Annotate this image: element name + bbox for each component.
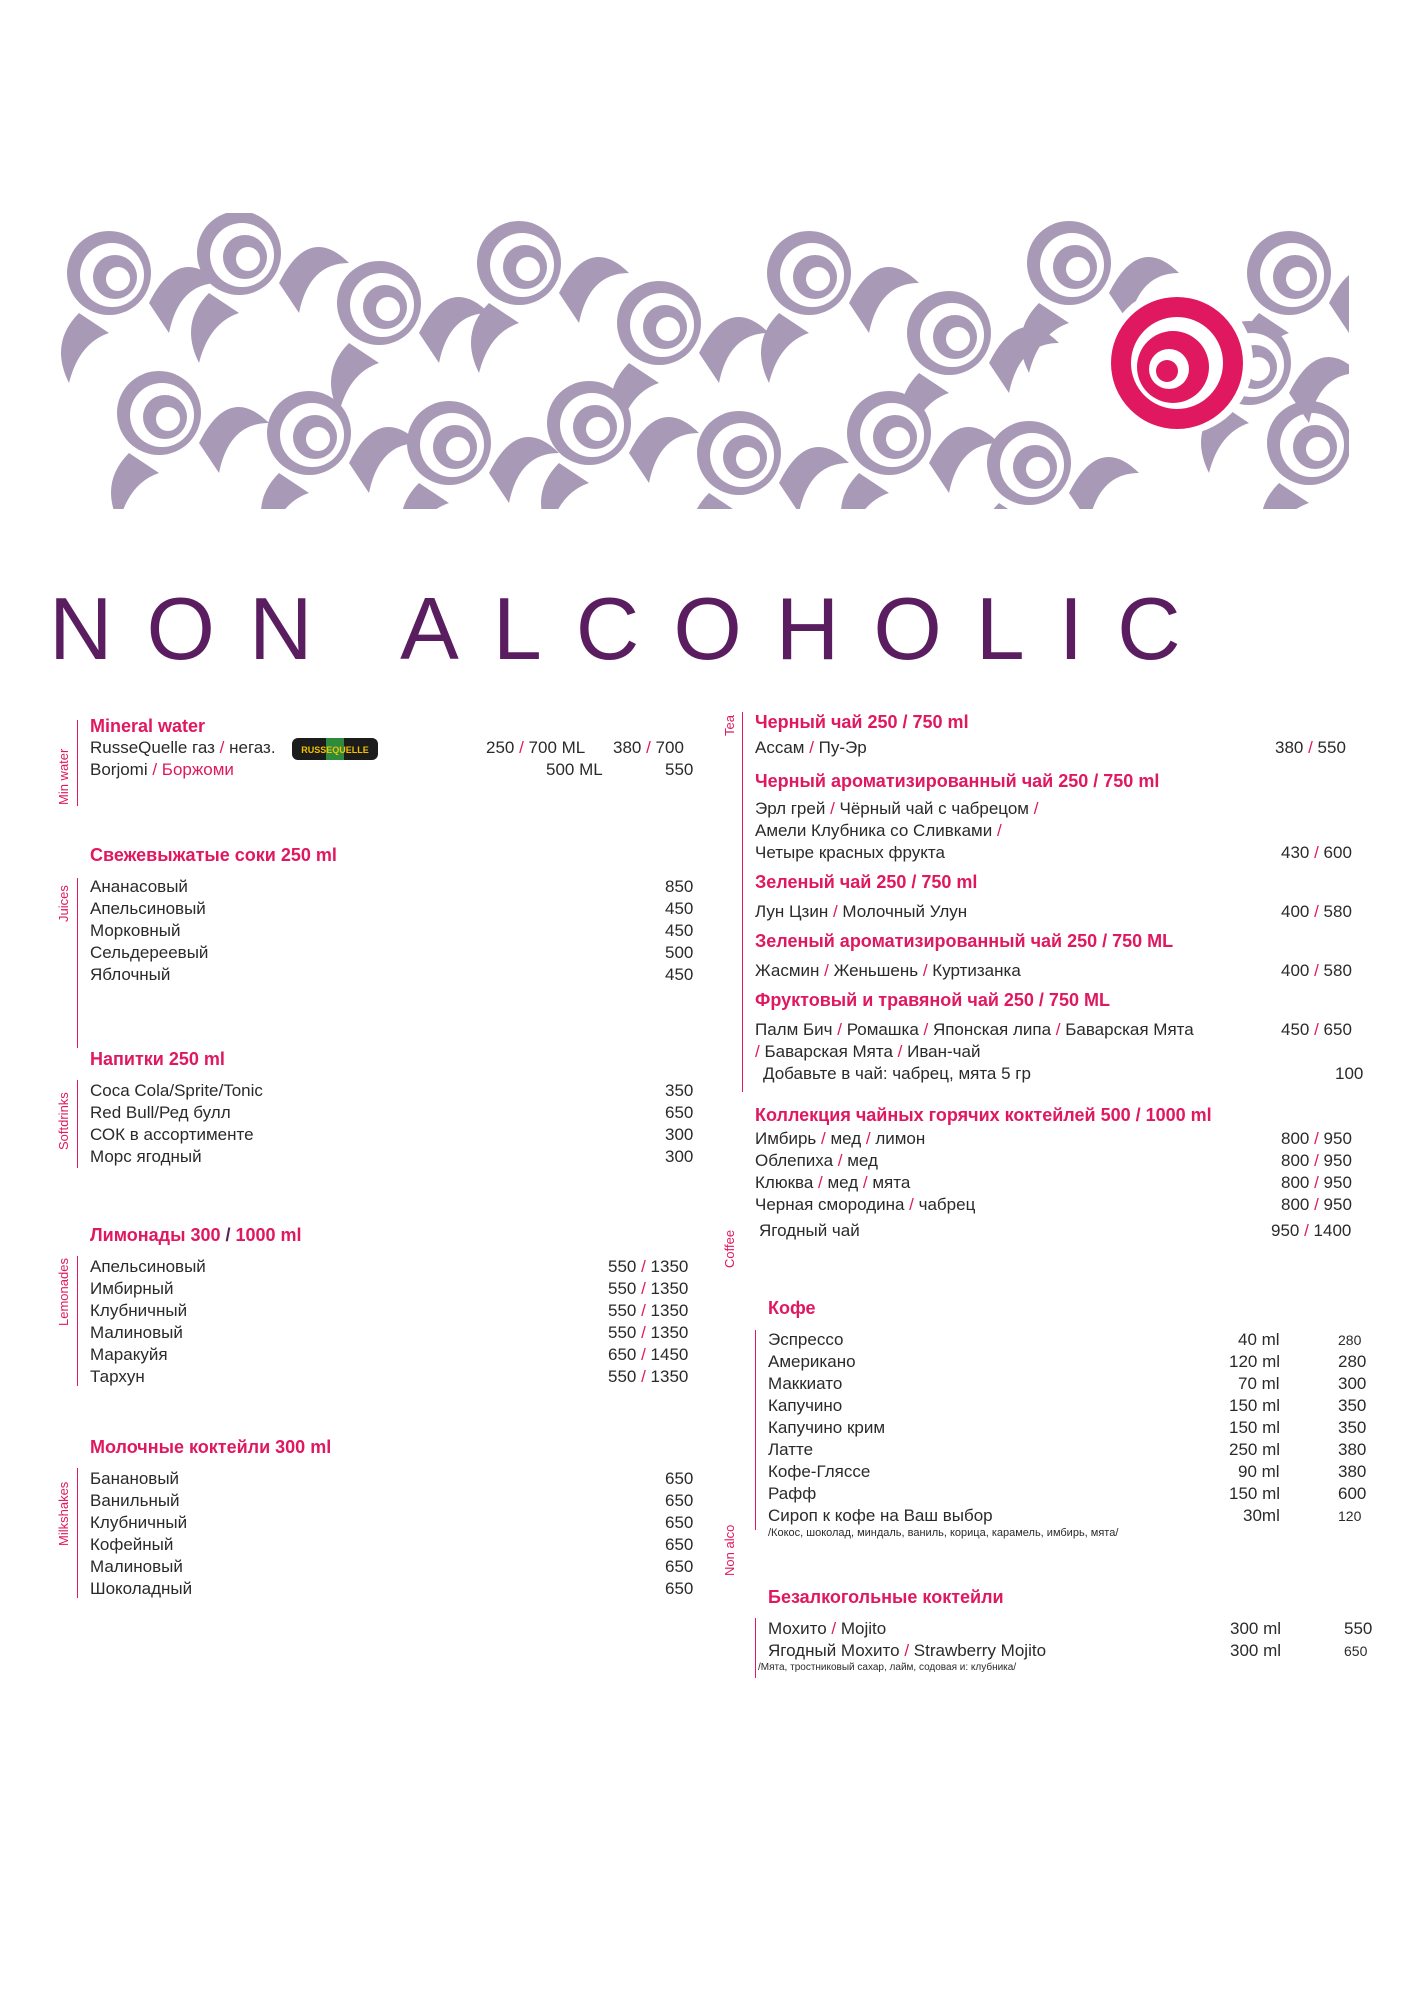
price-small: 550 [608,1257,637,1276]
menu-row [768,1483,1368,1505]
price-separator: / [636,1345,651,1364]
item-name: Латте [768,1440,814,1459]
price-large: 1400 [1313,1221,1352,1240]
item-name: Сельдереевый [90,943,209,962]
divider-milkshakes [77,1468,78,1598]
menu-row [755,1194,1355,1216]
item-price: 550 [1344,1619,1373,1638]
menu-row [90,1278,700,1300]
section-coffee [768,1298,1368,1539]
item-name: Клубничный [90,1301,188,1320]
item-volume: 40 ml [1238,1330,1280,1349]
item-price: 380 [1338,1440,1367,1459]
price-large: 1450 [650,1345,689,1364]
item-part: Ягодный чай [759,1221,860,1240]
price-large: 1350 [650,1257,689,1276]
price-separator: / [1299,1221,1314,1240]
item-price [1281,1128,1352,1150]
item-name: Coca Cola/Sprite/Tonic [90,1081,263,1100]
divider-lemonades [77,1256,78,1386]
item-price [608,1278,688,1300]
side-label-min-water: Min water [56,748,71,805]
item-volume: 90 ml [1238,1462,1280,1481]
section-cocktails [758,1587,1373,1673]
menu-row [768,1329,1368,1351]
price-separator: / [1309,1129,1324,1148]
section-title: Лимонады 300 / 1000 ml [90,1225,302,1245]
item-name [755,1150,878,1172]
price-large: 1350 [650,1279,689,1298]
item-part: мята [872,1173,911,1192]
menu-row [90,1366,700,1388]
item-name-ru: Ягодный Мохито [768,1641,900,1660]
section-title: Зеленый чай 250 / 750 ml [755,872,978,892]
menu-row: Палм Бич / Ромашка / Японская липа / Баварская Мята 450 / 650 [755,1020,1352,1039]
menu-row [90,1344,700,1366]
item-name: Яблочный [90,965,171,984]
item-price: 380 [1338,1462,1367,1481]
section-title: Безалкогольные коктейли [768,1587,1004,1607]
menu-row [90,1300,700,1322]
item-name [759,1220,860,1242]
menu-row [768,1505,1368,1527]
separator: / [826,1619,841,1638]
menu-row [90,898,700,920]
menu-row [755,1150,1355,1172]
item-price: 650 [665,1557,694,1576]
item-name: Морковный [90,921,181,940]
item-name: Кофе-Гляссе [768,1462,871,1481]
menu-row [90,1556,700,1578]
section-title: Зеленый ароматизированный чай 250 / 750 ML [755,931,1174,951]
milkshakes-list [90,1468,700,1600]
item-price: 850 [665,877,694,896]
divider-min-water [77,720,78,806]
ornament-banner [49,213,1349,509]
side-label-tea: Tea [722,715,737,736]
menu-row [90,1490,700,1512]
separator: / [861,1129,876,1148]
item-name: Сироп к кофе на Ваш выбор [768,1506,993,1525]
item-name: Апельсиновый [90,899,206,918]
price-small: 800 [1281,1151,1310,1170]
item-name-ru: Мохито [768,1619,827,1638]
item-name: Кофейный [90,1535,174,1554]
menu-row: Эрл грей / Чёрный чай с чабрецом / [755,799,1039,818]
item-price [608,1256,688,1278]
divider-coffee [755,1330,756,1530]
separator: / [904,1195,919,1214]
menu-row: Лун Цзин / Молочный Улун 400 / 580 [755,902,1352,921]
menu-row [90,942,700,964]
menu-row [755,1172,1355,1194]
menu-row [90,1512,700,1534]
item-name: Шоколадный [90,1579,193,1598]
item-name: Банановый [90,1469,180,1488]
russequelle-logo [292,738,378,760]
section-title: Коллекция чайных горячих коктейлей 500 / 1000 ml [755,1105,1212,1125]
menu-row [90,920,700,942]
item-name: Клубничный [90,1513,188,1532]
item-part: Клюква [755,1173,814,1192]
side-label-coffee: Coffee [722,1229,737,1268]
menu-row [90,1534,700,1556]
item-name: Капучино крим [768,1418,886,1437]
item-price [1271,1220,1351,1242]
item-price: 650 [665,1491,694,1510]
menu-row [90,1578,700,1600]
menu-row [90,1080,700,1102]
price-separator: / [1309,1173,1324,1192]
logo-icon [1105,287,1253,435]
cocktails-note: /Мята, тростниковый сахар, лайм, содовая и: клубника/ [758,1662,1017,1673]
item-name: Рафф [768,1484,817,1503]
section-title: Черный чай 250 / 750 ml [755,712,969,732]
side-label-milkshakes: Milkshakes [56,1481,71,1546]
item-price: 650 [665,1513,694,1532]
lemonades-list [90,1256,700,1388]
menu-row: Borjomi / Боржоми 500 ML 550 [90,760,694,779]
section-mineral-water [90,716,700,781]
svg-text:RUSSEQUELLE: RUSSEQUELLE [301,744,370,755]
item-price [608,1344,688,1366]
section-title: Свежевыжатые соки 250 ml [90,845,337,865]
menu-row [768,1351,1368,1373]
item-part: Облепиха [755,1151,834,1170]
menu-row [755,1220,1355,1242]
menu-row: Жасмин / Женьшень / Куртизанка 400 / 580 [755,961,1352,980]
item-name: Ананасовый [90,877,188,896]
item-part: Черная смородина [755,1195,905,1214]
item-name-en: Strawberry Mojito [913,1641,1047,1660]
item-name: Морс ягодный [90,1147,202,1166]
menu-row: Амели Клубника со Сливками / [755,821,1002,840]
ornament-pattern [49,213,1349,509]
divider-tea [742,712,743,1092]
item-price [608,1366,688,1388]
section-title: Mineral water [90,716,206,736]
menu-row [768,1461,1368,1483]
price-small: 950 [1271,1221,1300,1240]
section-title: Кофе [768,1298,816,1318]
item-price: 650 [665,1469,694,1488]
item-name: Апельсиновый [90,1257,206,1276]
price-separator: / [1309,1195,1324,1214]
menu-row: RusseQuelle газ / негаз. RUSSEQUELLE 250 / 700 ML 380 / 700 [90,737,700,759]
price-large: 950 [1323,1173,1352,1192]
section-title: Молочные коктейли 300 ml [90,1437,332,1457]
item-part: лимон [875,1129,926,1148]
price-small: 550 [608,1323,637,1342]
item-volume: 300 ml [1230,1641,1282,1660]
price-small: 550 [608,1367,637,1386]
price-separator: / [636,1301,651,1320]
price-separator: / [636,1257,651,1276]
price-separator: / [636,1323,651,1342]
item-price: 450 [665,965,694,984]
menu-row [90,876,700,898]
menu-row [755,1128,1355,1150]
price-small: 800 [1281,1195,1310,1214]
item-price: 350 [665,1081,694,1100]
section-lemonades [90,1225,700,1388]
item-part: Имбирь [755,1129,817,1148]
item-price: 650 [665,1579,694,1598]
item-name [755,1128,925,1150]
item-price: 650 [1344,1643,1368,1659]
menu-row [90,1468,700,1490]
item-name: Эспрессо [768,1330,844,1349]
item-volume: 150 ml [1229,1484,1281,1503]
item-volume: 300 ml [1230,1619,1282,1638]
item-price [608,1322,688,1344]
separator: / [813,1173,828,1192]
section-title: Черный ароматизированный чай 250 / 750 ml [755,771,1160,791]
menu-row [768,1373,1368,1395]
item-volume: 30ml [1243,1506,1280,1525]
price-separator: / [1309,1151,1324,1170]
menu-row: Ассам / Пу-Эр 380 / 550 [755,738,1346,757]
cocktails-list [768,1618,1373,1662]
section-softdrinks [90,1049,700,1168]
page-title: NON ALCOHOLIC [49,579,1215,678]
price-large: 950 [1323,1195,1352,1214]
item-price: 500 [665,943,694,962]
item-price: 300 [665,1147,694,1166]
item-price [608,1300,688,1322]
side-label-juices: Juices [56,885,71,922]
menu-row [90,1102,700,1124]
section-milkshakes [90,1437,700,1600]
item-part: чабрец [918,1195,976,1214]
menu-row [90,1146,700,1168]
item-volume: 150 ml [1229,1418,1281,1437]
menu-row: Добавьте в чай: чабрец, мята 5 гр 100 [763,1064,1364,1083]
price-large: 950 [1323,1129,1352,1148]
item-price: 350 [1338,1396,1367,1415]
item-name: Американо [768,1352,856,1371]
separator: / [899,1641,914,1660]
separator: / [858,1173,873,1192]
price-large: 1350 [650,1323,689,1342]
price-large: 950 [1323,1151,1352,1170]
section-title: Напитки 250 ml [90,1049,225,1069]
item-part: мед [827,1173,859,1192]
price-large: 1350 [650,1301,689,1320]
item-price: 350 [1338,1418,1367,1437]
item-name [768,1640,1046,1662]
side-label-softdrinks: Softdrinks [56,1092,71,1150]
item-name: СОК в ассортименте [90,1125,254,1144]
item-price: 650 [665,1535,694,1554]
item-price: 300 [665,1125,694,1144]
item-price: 450 [665,921,694,940]
item-name: Маракуйя [90,1345,168,1364]
price-small: 650 [608,1345,637,1364]
item-volume: 250 ml [1229,1440,1281,1459]
item-price: 300 [1338,1374,1367,1393]
price-separator: / [636,1279,651,1298]
item-name: Малиновый [90,1323,183,1342]
price-small: 800 [1281,1173,1310,1192]
menu-row [768,1417,1368,1439]
menu-row [768,1395,1368,1417]
side-label-non-alco: Non alco [722,1524,737,1576]
menu-row [90,964,700,986]
item-name [768,1618,886,1640]
item-part: мед [847,1151,878,1170]
separator: / [833,1151,848,1170]
coffee-syrup-note: /Кокос, шоколад, миндаль, ваниль, корица, карамель, имбирь, мята/ [768,1527,1119,1539]
item-price [1281,1194,1352,1216]
item-price: 450 [665,899,694,918]
item-name: Red Bull/Ред булл [90,1103,231,1122]
softdrinks-list [90,1080,700,1168]
price-large: 1350 [650,1367,689,1386]
menu-row: / Баварская Мята / Иван-чай [755,1042,981,1061]
menu-row [768,1618,1373,1640]
item-volume: 70 ml [1238,1374,1280,1393]
menu-row [90,1256,700,1278]
item-name-en: Mojito [840,1619,887,1638]
item-name [755,1194,975,1216]
menu-row [768,1640,1368,1662]
side-label-lemonades: Lemonades [56,1258,71,1326]
price-small: 550 [608,1301,637,1320]
divider-softdrinks [77,1080,78,1168]
separator: / [816,1129,831,1148]
item-name: Имбирный [90,1279,174,1298]
divider-non-alco [755,1618,756,1678]
item-part: мед [830,1129,862,1148]
menu-row: Четыре красных фрукта 430 / 600 [755,843,1352,862]
item-name: Тархун [90,1367,145,1386]
section-juices [90,845,700,986]
item-name: Капучино [768,1396,843,1415]
item-name: Ванильный [90,1491,180,1510]
menu-row [768,1439,1368,1461]
item-volume: 150 ml [1229,1396,1281,1415]
item-price: 600 [1338,1484,1367,1503]
divider-juices [77,878,78,1048]
item-volume: 120 ml [1229,1352,1281,1371]
item-price: 120 [1338,1508,1362,1524]
item-price [1281,1172,1352,1194]
section-title: Фруктовый и травяной чай 250 / 750 ML [755,990,1110,1010]
juices-list [90,876,700,986]
item-price [1281,1150,1352,1172]
tea-cocktails-list [755,1128,1355,1242]
menu-row [90,1322,700,1344]
menu-row [90,1124,700,1146]
item-name: Маккиато [768,1374,843,1393]
item-price: 280 [1338,1352,1367,1371]
item-name [755,1172,910,1194]
item-price: 650 [665,1103,694,1122]
price-separator: / [636,1367,651,1386]
price-small: 800 [1281,1129,1310,1148]
item-price: 280 [1338,1332,1362,1348]
price-small: 550 [608,1279,637,1298]
section-tea [755,712,1364,1242]
coffee-list [768,1329,1368,1527]
item-name: Малиновый [90,1557,183,1576]
